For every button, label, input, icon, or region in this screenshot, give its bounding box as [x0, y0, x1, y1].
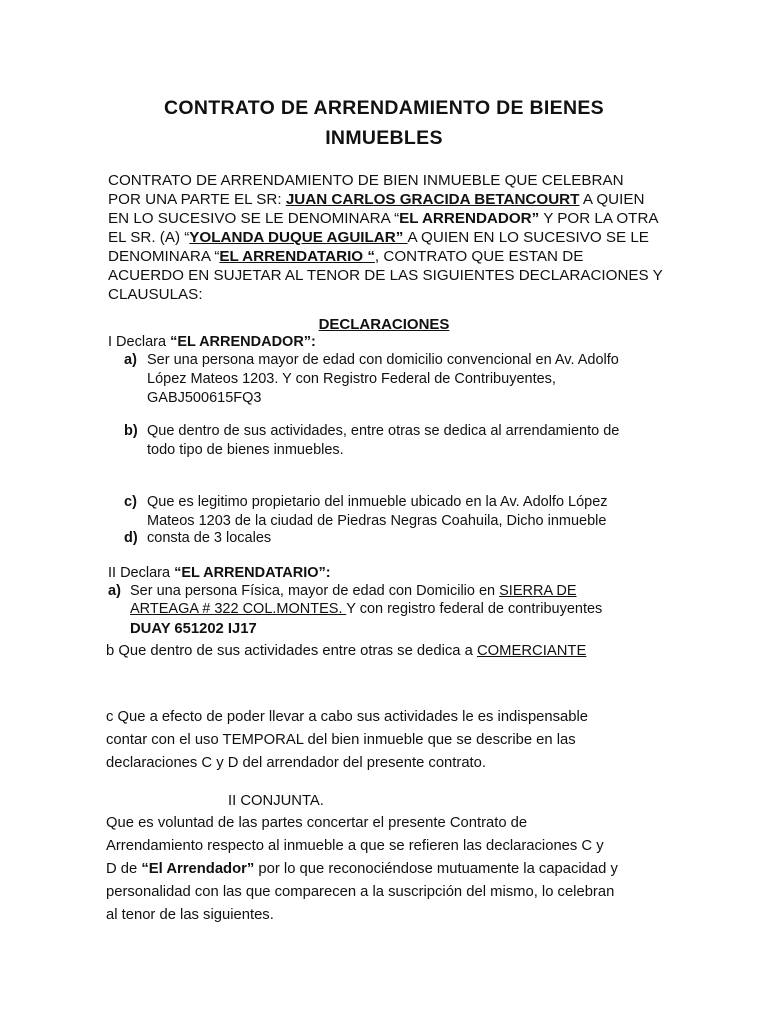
- section3-paragraph: Que es voluntad de las partes concertar el presente Contrato de Arrendamiento respecto al inmueble a que se refieren las declaraciones C y D de “El Arrendador” por lo que reconociéndose mutuamente la capacidad y personalidad con las que comparecen a la suscripción del mismo, lo celebran al tenor de las siguientes.: [106, 815, 618, 923]
- section1-c-text: Que es legitimo propietario del inmueble ubicado en la Av. Adolfo López Mateos 1203 de la ciudad de Piedras Negras Coahuila, Dicho inmueble: [147, 494, 608, 529]
- section1-d-text: consta de 3 locales: [147, 530, 272, 546]
- section1-d-label: d): [124, 530, 138, 546]
- intro-paragraph: [108, 171, 668, 304]
- section1-b-text: Que dentro de sus actividades, entre otras se dedica al arrendamiento de todo tipo de bienes inmuebles.: [147, 423, 620, 458]
- declaraciones-heading: DECLARACIONES: [318, 316, 450, 333]
- intro-line-2: POR UNA PARTE EL SR: JUAN CARLOS GRACIDA BETANCOURT A QUIEN: [108, 191, 645, 208]
- section1-heading: I Declara “EL ARRENDADOR”:: [108, 334, 316, 350]
- section1-b-label: b): [124, 423, 138, 439]
- intro-line-4: EL SR. (A) “YOLANDA DUQUE AGUILAR” A QUIEN EN LO SUCESIVO SE LE: [108, 229, 649, 246]
- section2-heading: II Declara “EL ARRENDATARIO”:: [108, 565, 331, 581]
- intro-line-7: CLAUSULAS:: [108, 286, 203, 303]
- section2-b-line: b Que dentro de sus actividades entre otras se dedica a COMERCIANTE: [106, 643, 587, 659]
- title-line-2: INMUEBLES: [325, 127, 443, 149]
- actividad-value: COMERCIANTE: [476, 643, 587, 659]
- intro-line-1: CONTRATO DE ARRENDAMIENTO DE BIEN INMUEBLE QUE CELEBRAN: [108, 172, 624, 189]
- section2-a-label: a): [108, 583, 121, 599]
- intro-line-5: DENOMINARA “EL ARRENDATARIO “, CONTRATO QUE ESTAN DE: [108, 248, 584, 265]
- section1-c-label: c): [124, 494, 137, 510]
- arrendador-label: EL ARRENDADOR”: [399, 210, 540, 227]
- section2-a-line1: Ser una persona Física, mayor de edad con Domicilio en SIERRA DE: [130, 583, 577, 599]
- section3-heading: II CONJUNTA.: [228, 793, 324, 809]
- section1-a-label: a): [124, 352, 137, 368]
- arrendatario-address-1: SIERRA DE: [499, 583, 577, 599]
- intro-line-6: ACUERDO EN SUJETAR AL TENOR DE LAS SIGUIENTES DECLARACIONES Y: [108, 267, 663, 284]
- arrendador-name: JUAN CARLOS GRACIDA BETANCOURT: [285, 191, 580, 208]
- arrendataria-name: YOLANDA DUQUE AGUILAR”: [189, 229, 408, 246]
- document-title: [0, 93, 768, 153]
- intro-line-3: EN LO SUCESIVO SE LE DENOMINARA “EL ARRENDADOR” Y POR LA OTRA: [108, 210, 659, 227]
- section1-a-text: Ser una persona mayor de edad con domicilio convencional en Av. Adolfo López Mateos 1203. Y con Registro Federal de Contribuyentes, GABJ500615FQ3: [147, 352, 619, 406]
- arrendatario-rfc: DUAY 651202 IJ17: [130, 621, 257, 637]
- section2-c-paragraph: c Que a efecto de poder llevar a cabo sus actividades le es indispensable contar con el uso TEMPORAL del bien inmueble que se describe en las declaraciones C y D del arrendador del presente contrato.: [106, 709, 589, 771]
- section2-a-line2: ARTEAGA # 322 COL.MONTES. Y con registro federal de contribuyentes: [130, 601, 603, 617]
- arrendatario-label: EL ARRENDATARIO “: [219, 248, 375, 265]
- title-line-1: CONTRATO DE ARRENDAMIENTO DE BIENES: [164, 97, 604, 119]
- arrendatario-address-2: ARTEAGA # 322 COL.MONTES.: [130, 601, 347, 617]
